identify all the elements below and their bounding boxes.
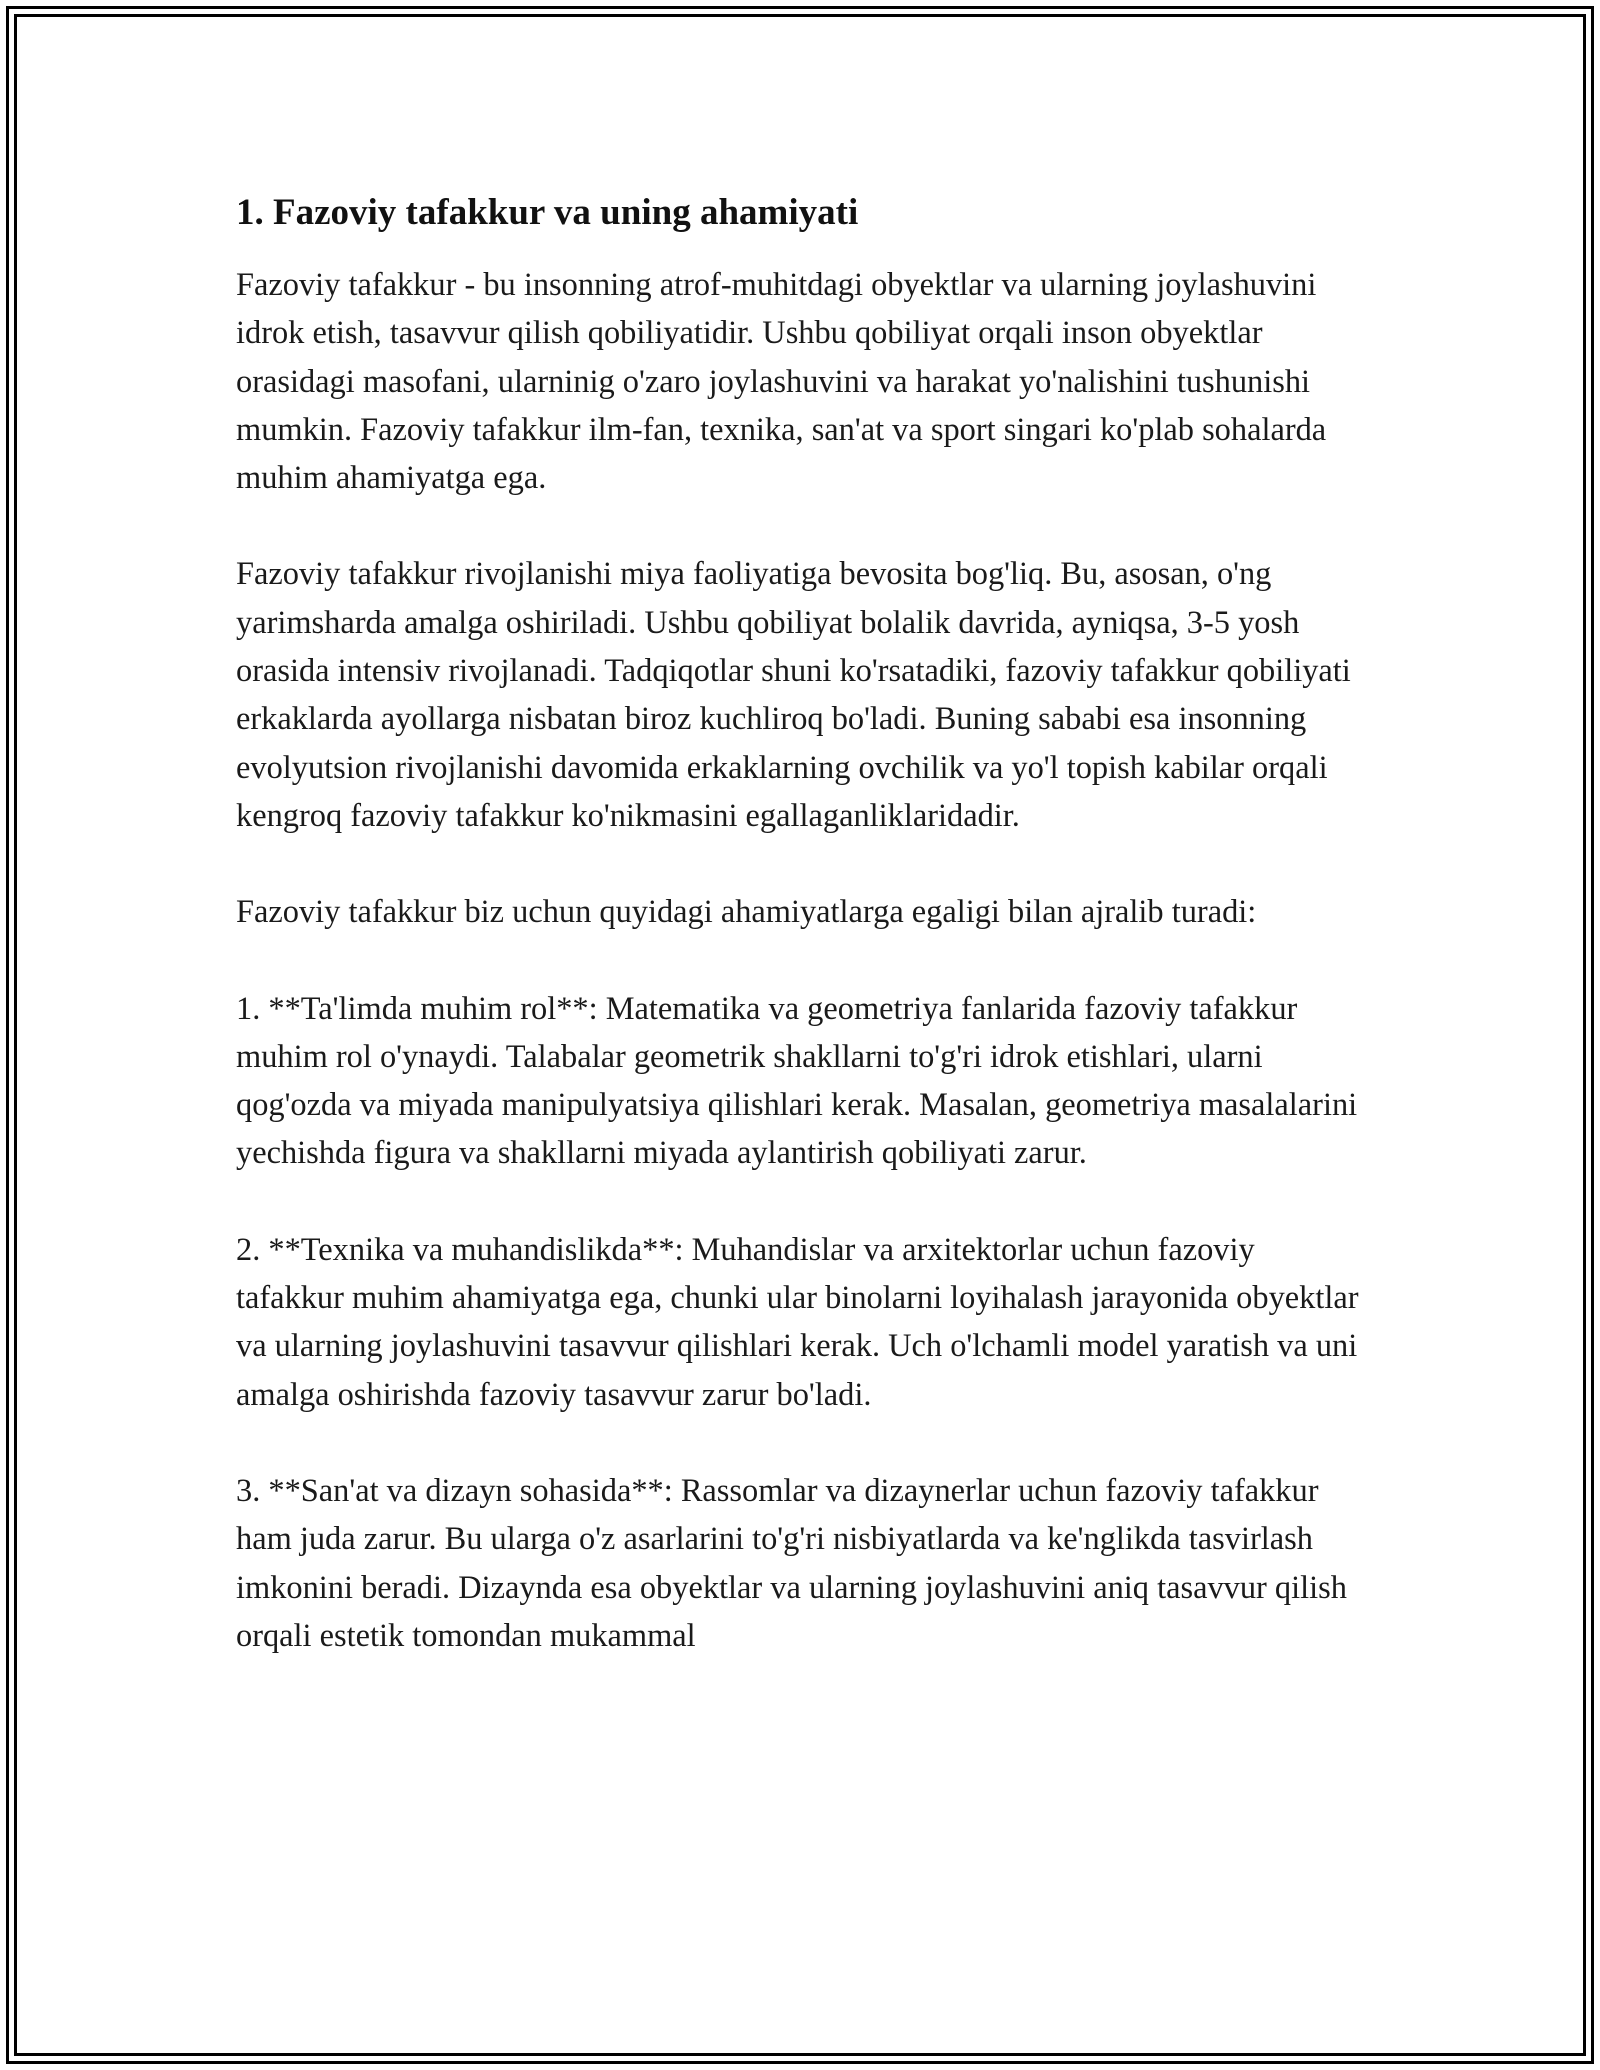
section-heading: 1. Fazoviy tafakkur va uning ahamiyati (236, 192, 859, 233)
paragraph-development: Fazoviy tafakkur rivojlanishi miya faoliyatiga bevosita bog'liq. Bu, asosan, o'ng yarimsharda amalga oshiriladi. Ushbu qobiliyat bolalik davrida, ayniqsa, 3-5 yosh orasida intensiv rivojlanadi. Tadqiqotlar shuni ko'rsatadiki, fazoviy tafakkur qobiliyati erkaklarda ayollarga nisbatan biroz kuchliroq bo'ladi. Buning sababi esa insonning evolyutsion rivojlanishi davomida erkaklarning ovchilik va yo'l topish kabilar orqali kengroq fazoviy tafakkur ko'nikmasini egallaganliklaridadir. (236, 556, 1351, 834)
document-page (236, 187, 1366, 1660)
list-item-art-design: 3. **San'at va dizayn sohasida**: Rassomlar va dizaynerlar uchun fazoviy tafakkur ham juda zarur. Bu ularga o'z asarlarini to'g'ri nisbiyatlarda va ke'nglikda tasvirlash imkonini beradi. Dizaynda esa obyektlar va ularning joylashuvini aniq tasavvur qilish orqali estetik tomondan mukammal (236, 1472, 1347, 1654)
paragraph-definition: Fazoviy tafakkur - bu insonning atrof-muhitdagi obyektlar va ularning joylashuvini idrok etish, tasavvur qilish qobiliyatidir. Ushbu qobiliyat orqali inson obyektlar orasidagi masofani, ularninig o'zaro joylashuvini va harakat yo'nalishini tushunishi mumkin. Fazoviy tafakkur ilm-fan, texnika, san'at va sport singari ko'plab sohalarda muhim ahamiyatga ega. (236, 267, 1327, 497)
paragraph-intro-list: Fazoviy tafakkur biz uchun quyidagi ahamiyatlarga egaligi bilan ajralib turadi: (236, 894, 1257, 931)
list-item-engineering: 2. **Texnika va muhandislikda**: Muhandislar va arxitektorlar uchun fazoviy tafakkur muhim ahamiyatga ega, chunki ular binolarni loyihalash jarayonida obyektlar va ularning joylashuvini tasavvur qilishlari kerak. Uch o'lchamli model yaratish va uni amalga oshirishda fazoviy tasavvur zarur bo'ladi. (236, 1231, 1359, 1413)
list-item-education: 1. **Ta'limda muhim rol**: Matematika va geometriya fanlarida fazoviy tafakkur muhim rol o'ynaydi. Talabalar geometrik shakllarni to'g'ri idrok etishlari, ularni qog'ozda va miyada manipulyatsiya qilishlari kerak. Masalan, geometriya masalalarini yechishda figura va shakllarni miyada aylantirish qobiliyati zarur. (236, 990, 1358, 1172)
